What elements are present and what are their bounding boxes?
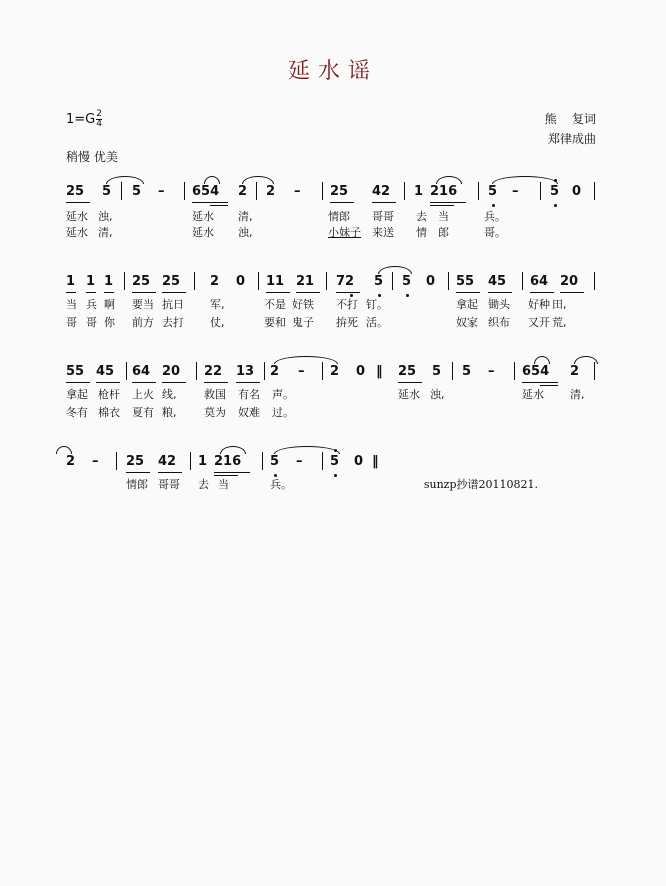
underline (456, 292, 480, 293)
underline (214, 472, 250, 473)
underline (96, 382, 120, 383)
note: 1 (198, 454, 208, 469)
barline (194, 272, 195, 290)
underline (192, 202, 228, 203)
barline (392, 272, 393, 290)
slur (220, 446, 246, 454)
low-octave-dot (492, 204, 495, 207)
slur (274, 446, 340, 454)
note: 2 (210, 274, 220, 289)
note: 20 (162, 364, 181, 379)
note: – (294, 184, 301, 199)
note: 5 (432, 364, 442, 379)
slur (492, 176, 558, 184)
barline (404, 182, 405, 200)
underline (430, 202, 466, 203)
barline (256, 182, 257, 200)
note: 25 (126, 454, 145, 469)
underline (126, 472, 150, 473)
barline (514, 362, 515, 380)
note: – (298, 364, 305, 379)
note: – (488, 364, 495, 379)
note: 0 (356, 364, 366, 379)
underline (132, 382, 156, 383)
key-label: 1=G (66, 112, 96, 127)
low-octave-dot (334, 474, 337, 477)
barline (258, 272, 259, 290)
note: 5 (550, 184, 560, 199)
barline (452, 362, 453, 380)
composer-credit: 郑律成曲 (547, 132, 596, 146)
slur (56, 446, 72, 454)
note: 11 (266, 274, 285, 289)
barline (594, 272, 595, 290)
barline (594, 362, 595, 380)
low-octave-dot (554, 204, 557, 207)
barline (121, 182, 122, 200)
note: 216 (430, 184, 458, 199)
barline (124, 272, 125, 290)
barline (196, 362, 197, 380)
repeat-end: ‖ (376, 364, 383, 379)
barline (448, 272, 449, 290)
note: 25 (398, 364, 417, 379)
note: – (512, 184, 519, 199)
note: 5 (402, 274, 412, 289)
barline (594, 182, 595, 200)
note: – (92, 454, 99, 469)
underline (204, 382, 228, 383)
note: 2 (266, 184, 276, 199)
note: 5 (374, 274, 384, 289)
lyricist-credit: 熊 复词 (544, 112, 596, 126)
note: 55 (66, 364, 85, 379)
note: 654 (192, 184, 220, 199)
underline (66, 202, 90, 203)
slur (436, 176, 462, 184)
time-denominator: 4 (96, 119, 102, 129)
underline (104, 292, 114, 293)
barline (322, 182, 323, 200)
final-barline: ‖ (372, 454, 379, 469)
note: 2 (270, 364, 280, 379)
note: – (158, 184, 165, 199)
note: 216 (214, 454, 242, 469)
underline (522, 382, 558, 383)
note: 2 (66, 454, 76, 469)
note: 13 (236, 364, 255, 379)
note: 0 (354, 454, 364, 469)
slur (534, 356, 550, 364)
note: 25 (330, 184, 349, 199)
note: 1 (104, 274, 114, 289)
note: 1 (414, 184, 424, 199)
note: 2 (330, 364, 340, 379)
slur (204, 176, 220, 184)
note: 5 (488, 184, 498, 199)
underline (266, 292, 290, 293)
barline (184, 182, 185, 200)
time-signature (96, 110, 102, 129)
note: 5 (270, 454, 280, 469)
note: 5 (330, 454, 340, 469)
note: 5 (462, 364, 472, 379)
note: 5 (132, 184, 142, 199)
underline (132, 292, 156, 293)
note: 42 (372, 184, 391, 199)
note: 654 (522, 364, 550, 379)
barline (322, 362, 323, 380)
slur (274, 356, 338, 364)
note: 42 (158, 454, 177, 469)
underline (236, 382, 260, 383)
note: 2 (238, 184, 248, 199)
underline (372, 202, 396, 203)
underline (162, 292, 186, 293)
note: 45 (96, 364, 115, 379)
underline (66, 292, 76, 293)
underline (430, 205, 454, 206)
underline (210, 205, 228, 206)
slur (106, 176, 144, 184)
note: 20 (560, 274, 579, 289)
score-page: 延水谣 1=G $\frac{2}{4}$ 熊 复词 郑律成曲 稍慢 优美 25 5 5 – 654 2 2 – 25 42 1 216 5 – 5 0 延水 浊, 延水 清, 情郎 哥哥 去 当 兵。 延水 清, 延水 浊, 小妹子 来送 情 郎 哥。 1 1 1 25 25 2 0 11 21 72 5 5 0 55 45 64 20 当 兵 啊 要当 抗日 军, 不是 好铁 不打 钉。 拿起 锄头 好种 田, 哥 哥 你 前方 去打 仗, 要和 鬼子 拚死 活。 奴家 织布 又开 荒, 55 45 64 20 22 13 2 – 2 0 ‖ 25 5 5 – 654 2 拿起 枪杆 上火 线, 救国 有名 声。 延水 浊, 延水 清, 冬有 棉衣 夏有 粮, 莫为 奴难 过。 2 – 25 42 1 216 5 – 5 0 ‖ 情郎 哥哥 去 当 兵。 sunzp抄谱20110821. (0, 0, 666, 886)
note: 64 (132, 364, 151, 379)
barline (522, 272, 523, 290)
notation-line-4 (0, 454, 666, 484)
note: 45 (488, 274, 507, 289)
note: 55 (456, 274, 475, 289)
slur (574, 356, 598, 364)
note: 64 (530, 274, 549, 289)
tempo-marking: 稍慢 优美 (66, 150, 118, 164)
underline (86, 292, 96, 293)
barline (478, 182, 479, 200)
note: 22 (204, 364, 223, 379)
underline (530, 292, 554, 293)
note: 21 (296, 274, 315, 289)
barline (262, 452, 263, 470)
note: 72 (336, 274, 355, 289)
underline (66, 382, 90, 383)
note: 25 (162, 274, 181, 289)
slur (378, 266, 412, 274)
barline (540, 182, 541, 200)
note: 1 (86, 274, 96, 289)
barline (326, 272, 327, 290)
underline (398, 382, 422, 383)
underline (330, 202, 354, 203)
transcriber-credit: sunzp抄谱20110821. (423, 478, 538, 491)
song-title: 延水谣 (287, 59, 378, 84)
note: 0 (236, 274, 246, 289)
note: 2 (570, 364, 580, 379)
barline (116, 452, 117, 470)
note: 5 (102, 184, 112, 199)
note: – (296, 454, 303, 469)
underline (158, 472, 182, 473)
underline (162, 382, 186, 383)
barline (126, 362, 127, 380)
note: 0 (426, 274, 436, 289)
low-octave-dot (406, 294, 409, 297)
note: 0 (572, 184, 582, 199)
underline (336, 292, 360, 293)
note: 1 (66, 274, 76, 289)
note: 25 (132, 274, 151, 289)
underline (560, 292, 584, 293)
underline (296, 292, 320, 293)
barline (264, 362, 265, 380)
underline (488, 292, 512, 293)
time-numerator: 2 (96, 109, 102, 119)
barline (322, 452, 323, 470)
key-signature (66, 110, 102, 129)
slur (242, 176, 274, 184)
barline (190, 452, 191, 470)
note: 25 (66, 184, 85, 199)
